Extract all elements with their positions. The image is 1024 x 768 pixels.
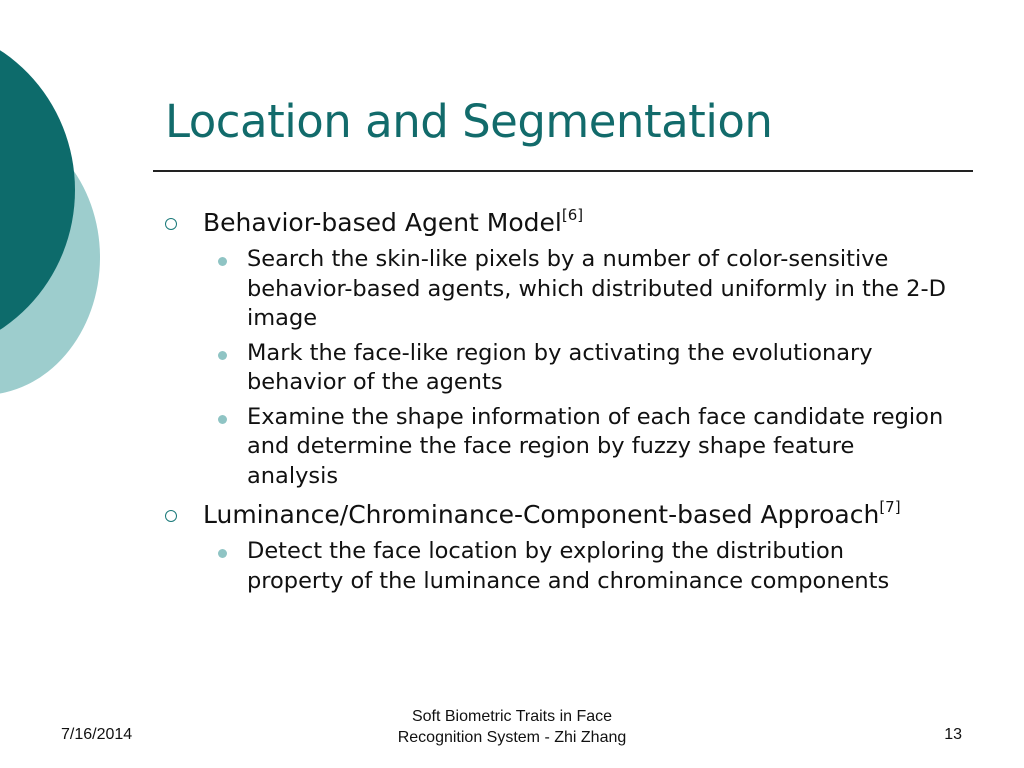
sub-bullet-text: Examine the shape information of each face candidate region and determine the face region by fuzzy shape feature analysis (247, 403, 944, 489)
sub-bullet-text: Search the skin-like pixels by a number of color-sensitive behavior-based agents, which distributed uniformly in the 2-D image (247, 246, 946, 331)
dot-bullet-icon (218, 415, 227, 424)
dot-bullet-icon (218, 351, 227, 360)
slide-content (165, 207, 965, 601)
title-divider (153, 170, 973, 172)
bullet-level1-luminance-approach (165, 499, 965, 531)
footer-title (312, 706, 712, 748)
sub-bullet-text: Mark the face-like region by activating the evolutionary behavior of the agents (247, 339, 873, 395)
sub-bullet-text: Detect the face location by exploring the distribution property of the luminance and chrominance components (247, 538, 890, 594)
sub-bullet (247, 403, 947, 492)
dot-bullet-icon (218, 257, 227, 266)
sub-bullet (247, 245, 947, 334)
footer-date: 7/16/2014 (61, 726, 133, 743)
hollow-circle-bullet-icon (165, 510, 177, 522)
sub-bullet (247, 339, 947, 398)
bullet-text: Luminance/Chrominance-Component-based Approach (203, 500, 880, 529)
citation-ref: [6] (561, 206, 584, 224)
page-number: 13 (944, 726, 962, 743)
bullet-text: Behavior-based Agent Model (203, 208, 562, 237)
sub-bullet (247, 537, 947, 596)
bullet-level1-behavior-agent (165, 207, 965, 239)
footer-title-line1: Soft Biometric Traits in Face (411, 708, 613, 725)
citation-ref: [7] (879, 498, 901, 516)
dot-bullet-icon (218, 549, 227, 558)
footer-title-line2: Recognition System - Zhi Zhang (397, 729, 627, 746)
slide-title: Location and Segmentation (165, 95, 773, 148)
hollow-circle-bullet-icon (165, 218, 177, 230)
